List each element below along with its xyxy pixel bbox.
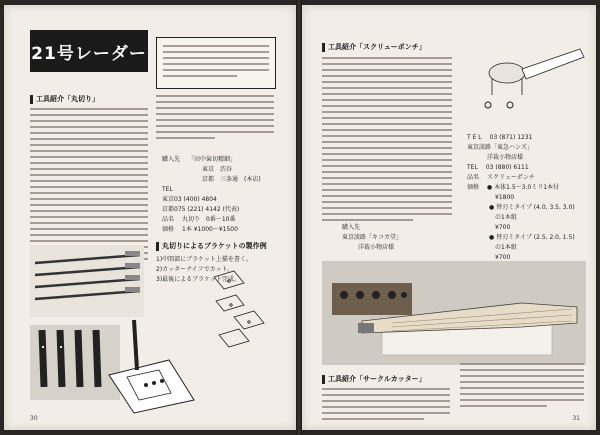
tel-label-right-2: TEL bbox=[467, 164, 478, 171]
price-item-6: の1本組 bbox=[489, 244, 517, 251]
purchase-info-left bbox=[162, 155, 261, 235]
body-text-left-col bbox=[30, 108, 148, 266]
section-heading-circle-cutter: 工具紹介「サークルカッター」 bbox=[322, 375, 426, 384]
tel-label-right: T E L bbox=[467, 134, 482, 141]
screw-punch-illustration bbox=[462, 45, 587, 115]
tel-2: 京都075 (221) 4142 (代表) bbox=[162, 206, 240, 213]
shop-right-1: 東京淡路「キコカ堂」 bbox=[342, 234, 403, 241]
left-page bbox=[4, 5, 296, 430]
cutting-illustration bbox=[99, 315, 199, 415]
price-item-0: ● 本体1.5～3.0ミリ1本付 bbox=[487, 184, 560, 191]
product-label: 品名 bbox=[162, 216, 175, 223]
page-number-right: 31 bbox=[572, 415, 580, 422]
step-3: 3)最後によるブラケット完成。 bbox=[156, 276, 240, 283]
shop-right-1-sub: 洋裁小物店様 bbox=[358, 244, 395, 251]
tel-label: TEL bbox=[162, 186, 173, 193]
product-label-right: 品名 bbox=[467, 174, 480, 181]
bracket-diagram bbox=[204, 267, 276, 352]
section-heading-screw-punch: 工具紹介「スクリューポンチ」 bbox=[322, 43, 426, 52]
circle-cutter-body-text-right bbox=[460, 363, 584, 407]
tel-right-1: 03 (871) 1231 bbox=[489, 134, 533, 141]
product-name-right: スクリューポンチ bbox=[487, 174, 535, 181]
price-value: 1本 ¥1000～¥1500 bbox=[182, 226, 238, 233]
price-item-5: ● 替刃ミタイプ (2.5, 2.0, 1.5) bbox=[489, 234, 575, 241]
price-item-7: ¥700 bbox=[489, 254, 511, 261]
section-heading-maru-giri: 工具紹介「丸切り」 bbox=[30, 95, 99, 104]
price-label: 価格 bbox=[162, 226, 175, 233]
step-2: 2)カッターナイフでカット。 bbox=[156, 266, 234, 273]
purchase-addr-1: 東京 渋谷 bbox=[202, 166, 233, 173]
purchase-shop: 「田中歯切精細」 bbox=[188, 156, 237, 163]
body-text-right-col bbox=[156, 95, 274, 139]
product-name: 丸切り 0番～10番 bbox=[182, 216, 236, 223]
screw-punch-body-text bbox=[322, 57, 452, 221]
intro-box bbox=[156, 37, 276, 89]
page-number-left: 30 bbox=[30, 415, 38, 422]
purchase-info-right bbox=[467, 133, 575, 263]
purchase-addr-2: 京都 三条通 (本店) bbox=[202, 176, 261, 183]
shop-right-2: 東京淡路「東急ハンズ」 bbox=[467, 144, 533, 151]
purchase-label: 購入先 bbox=[162, 156, 181, 163]
section-heading-bracket-example: 丸切りによるブラケットの製作例 bbox=[156, 242, 267, 251]
tel-right-2: 03 (880) 6111 bbox=[485, 164, 529, 171]
purchase-shop-right bbox=[342, 223, 402, 253]
price-item-1: ¥1800 bbox=[489, 194, 515, 201]
price-item-4: ¥700 bbox=[489, 224, 511, 231]
intro-text-block bbox=[163, 45, 269, 77]
shop-right-2-sub: 洋裁小物店様 bbox=[487, 154, 524, 161]
screw-punch-photo bbox=[322, 261, 586, 365]
price-item-3: の1本組 bbox=[489, 214, 517, 221]
price-label-right: 価格 bbox=[467, 184, 480, 191]
right-page bbox=[302, 5, 596, 430]
price-item-2: ● 替刃ミタイプ (4.0, 3.5, 3.0) bbox=[489, 204, 575, 211]
cutting-tools-photo bbox=[30, 245, 144, 317]
purchase-label-right: 購入先 bbox=[342, 224, 361, 231]
circle-cutter-body-text-left bbox=[322, 388, 450, 420]
article-title: 21号レーダー bbox=[30, 30, 148, 72]
tel-1: 東京03 (400) 4804 bbox=[162, 196, 217, 203]
step-1: 1)中間部にブラケット上描を書く。 bbox=[156, 256, 252, 263]
